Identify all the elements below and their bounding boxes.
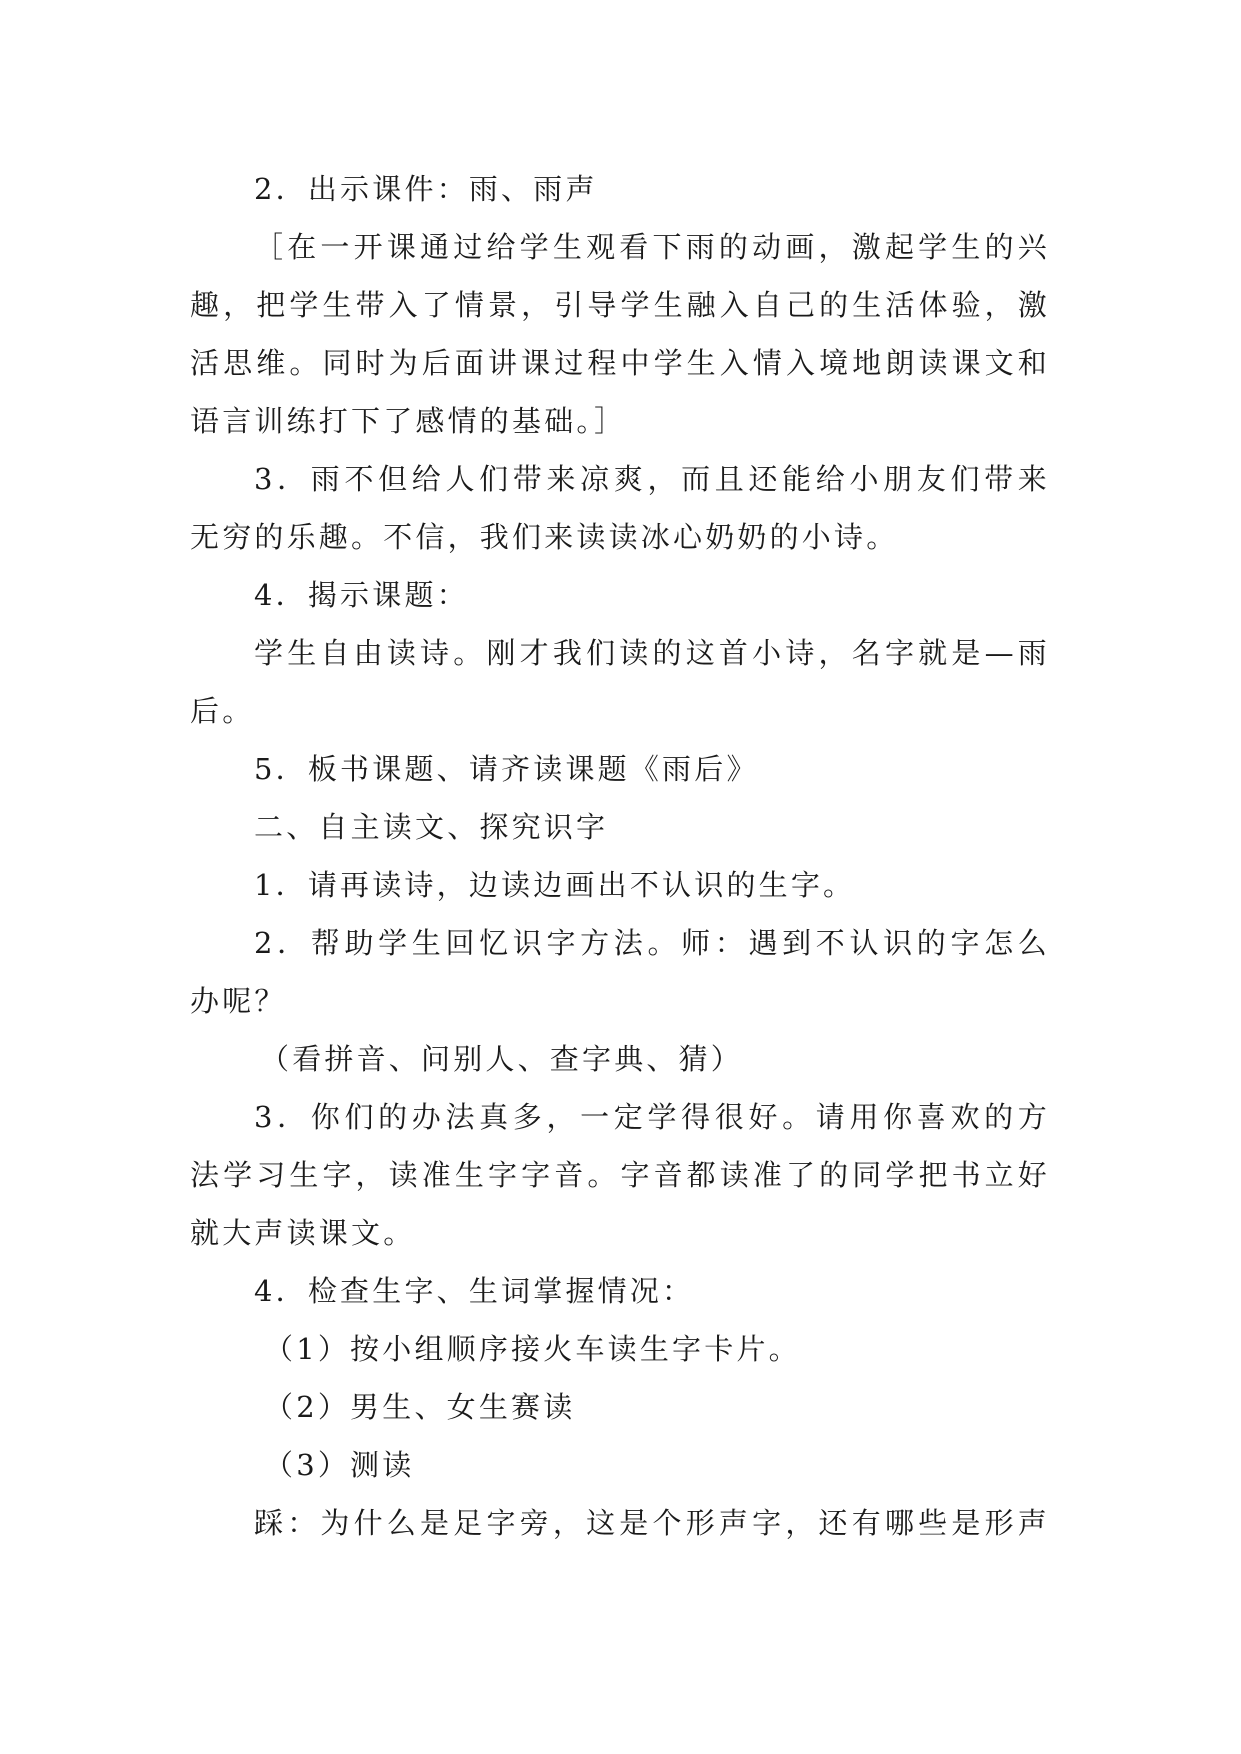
text-line: 无穷的乐趣。不信，我们来读读冰心奶奶的小诗。 [190, 520, 899, 554]
document-page [190, 160, 1050, 1552]
text-line: ［在一开课通过给学生观看下雨的动画，激起学生的兴 [254, 230, 1050, 264]
text-line: 4．揭示课题： [254, 578, 469, 612]
list-item: （2）男生、女生赛读 [264, 1390, 576, 1424]
text-line: 语言训练打下了感情的基础。］ [190, 404, 627, 438]
text-line: 活思维。同时为后面讲课过程中学生入情入境地朗读课文和 [190, 346, 1050, 380]
section-heading: 二、自主读文、探究识字 [254, 810, 609, 844]
list-item: （3）测读 [264, 1448, 415, 1482]
text-line: 趣，把学生带入了情景，引导学生融入自己的生活体验，激 [190, 288, 1050, 322]
text-line: 就大声读课文。 [190, 1216, 416, 1250]
text-line: 5．板书课题、请齐读课题《雨后》 [254, 752, 759, 786]
text-line: 3．雨不但给人们带来凉爽，而且还能给小朋友们带来 [254, 462, 1050, 496]
text-line: 办呢？ [190, 984, 287, 1018]
text-line: 后。 [190, 694, 255, 728]
text-line: （看拼音、问别人、查字典、猜） [260, 1042, 744, 1076]
text-line: 1．请再读诗，边读边画出不认识的生字。 [254, 868, 856, 902]
list-item: （1）按小组顺序接火车读生字卡片。 [264, 1332, 801, 1366]
text-line: 4．检查生字、生词掌握情况： [254, 1274, 695, 1308]
text-line: 学生自由读诗。刚才我们读的这首小诗，名字就是—雨 [254, 636, 1050, 670]
text-line: 踩：为什么是足字旁，这是个形声字，还有哪些是形声 [254, 1506, 1050, 1540]
text-line: 3．你们的办法真多，一定学得很好。请用你喜欢的方 [254, 1100, 1050, 1134]
text-line: 2．帮助学生回忆识字方法。师：遇到不认识的字怎么 [254, 926, 1050, 960]
text-line: 2．出示课件：雨、雨声 [254, 172, 598, 206]
text-line: 法学习生字，读准生字字音。字音都读准了的同学把书立好 [190, 1158, 1050, 1192]
